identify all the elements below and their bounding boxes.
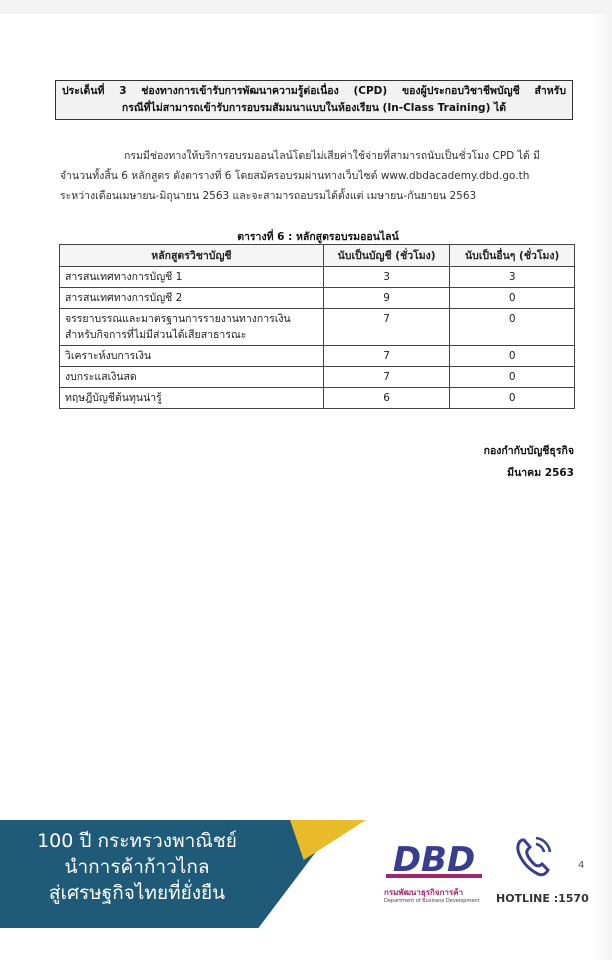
other-hours: 0: [450, 309, 575, 346]
heading-line-2: กรณีที่ไม่สามารถเข้ารับการอบรมสัมมนาแบบในห้องเรียน (In-Class Training) ได้: [121, 102, 507, 114]
paragraph-line-1: กรมมีช่องทางให้บริการอบรมออนไลน์โดยไม่เสียค่าใช้จ่ายที่สามารถนับเป็นชั่วโมง CPD ได้ มี: [124, 150, 540, 162]
section-heading: [55, 80, 573, 120]
accounting-hours: 6: [323, 388, 450, 409]
accounting-hours: 7: [323, 367, 450, 388]
other-hours: 0: [450, 346, 575, 367]
table-row: [60, 367, 575, 388]
header-course: หลักสูตรวิชาบัญชี: [60, 245, 324, 267]
other-hours: 0: [450, 388, 575, 409]
hotline-number: HOTLINE :1570: [496, 892, 589, 905]
table-row: [60, 388, 575, 409]
slogan-line-1: 100 ปี กระทรวงพาณิชย์: [37, 830, 237, 852]
logo-wordmark: DBD: [392, 840, 476, 880]
header-other-hours: นับเป็นอื่นๆ (ชั่วโมง): [450, 245, 575, 267]
top-status-bar: [0, 0, 612, 14]
course-name: สารสนเทศทางการบัญชี 1: [60, 267, 324, 288]
paragraph-line-2: จำนวนทั้งสิ้น 6 หลักสูตร ดังตารางที่ 6 โดยสมัครอบรมผ่านทางเว็บไซต์ www.dbdacademy.dbd.go.th: [60, 170, 530, 182]
signoff-date: มีนาคม 2563: [507, 467, 574, 479]
table-row: [60, 288, 575, 309]
dbd-english-name: Department of Business Development: [384, 898, 480, 904]
slogan-line-3: สู่เศรษฐกิจไทยที่ยั่งยืน: [48, 882, 226, 904]
course-name: สารสนเทศทางการบัญชี 2: [60, 288, 324, 309]
table-header-row: [60, 245, 575, 267]
scroll-edge: [592, 14, 612, 960]
signoff-org: กองกำกับบัญชีธุรกิจ: [483, 445, 574, 457]
accounting-hours: 9: [323, 288, 450, 309]
header-accounting-hours: นับเป็นบัญชี (ชั่วโมง): [323, 245, 450, 267]
other-hours: 3: [450, 267, 575, 288]
paragraph-line-3: ระหว่างเดือนเมษายน-มิถุนายน 2563 และจะสามารถอบรมได้ตั้งแต่ เมษายน-กันยายน 2563: [60, 190, 477, 202]
table-row: [60, 346, 575, 367]
table-row: [60, 267, 575, 288]
course-name: ทฤษฎีบัญชีต้นทุนน่ารู้: [60, 388, 324, 409]
page-number: 4: [578, 860, 585, 871]
dbd-thai-name: กรมพัฒนาธุรกิจการค้า: [384, 888, 464, 897]
other-hours: 0: [450, 288, 575, 309]
signoff: [484, 440, 574, 484]
course-name: วิเคราะห์งบการเงิน: [60, 346, 324, 367]
other-hours: 0: [450, 367, 575, 388]
accounting-hours: 3: [323, 267, 450, 288]
course-name-line-1: จรรยาบรรณและมาตรฐานการรายงานทางการเงิน: [65, 313, 291, 325]
course-name-line-2: สำหรับกิจการที่ไม่มีส่วนได้เสียสาธารณะ: [65, 329, 247, 341]
table-title: ตารางที่ 6 : หลักสูตรอบรมออนไลน์: [237, 231, 399, 243]
phone-icon: [514, 834, 554, 878]
dbd-logo: [384, 838, 484, 880]
footer-slogan: [6, 828, 268, 906]
slogan-line-2: นำการค้าก้าวไกล: [64, 856, 210, 878]
course-name: [60, 309, 324, 346]
accounting-hours: 7: [323, 346, 450, 367]
heading-line-1: ประเด็นที่ 3 ช่องทางการเข้ารับการพัฒนาความรู้ต่อเนื่อง (CPD) ของผู้ประกอบวิชาชีพบัญชี สำหรับ: [62, 85, 566, 97]
table-row: [60, 309, 575, 346]
accounting-hours: 7: [323, 309, 450, 346]
online-courses-table: [59, 244, 575, 409]
course-name: งบกระแสเงินสด: [60, 367, 324, 388]
intro-paragraph: [60, 146, 576, 206]
